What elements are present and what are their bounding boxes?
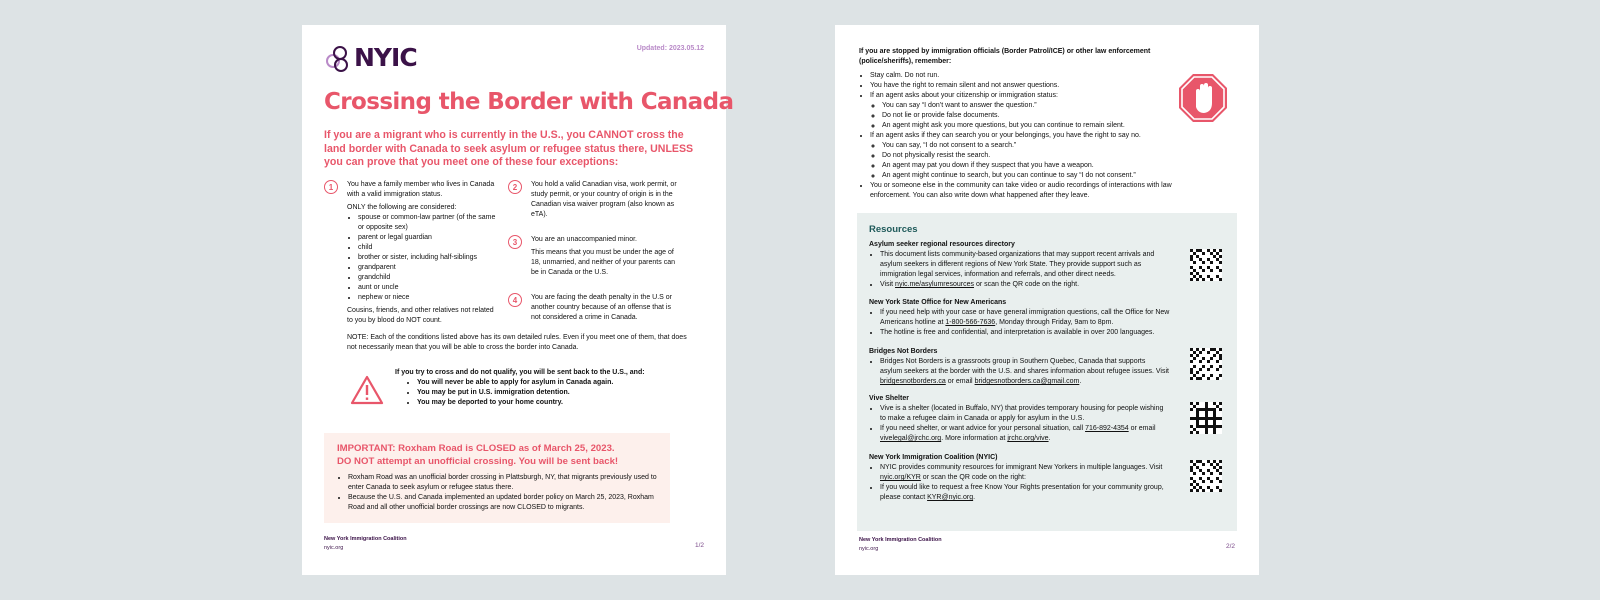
roxham-list bbox=[337, 473, 662, 513]
page-2 bbox=[835, 25, 1259, 575]
exception-number: 2 bbox=[508, 180, 522, 194]
exception-3-content bbox=[531, 235, 681, 278]
text: If you need help with your case or have general immigration questions, call the Office for New Americans hotline at bbox=[880, 309, 1170, 326]
warning-block bbox=[395, 368, 685, 408]
list-item: • child bbox=[358, 243, 497, 253]
vive-phone-link[interactable]: 716-892-4354 bbox=[1085, 425, 1129, 432]
text: or email bbox=[1128, 425, 1156, 432]
resource-list bbox=[869, 250, 1169, 290]
list-item: ◦ Do not lie or provide false documents. bbox=[882, 111, 1189, 121]
rights-list bbox=[859, 71, 1189, 201]
exception-4 bbox=[508, 293, 522, 307]
exception-3 bbox=[508, 235, 522, 249]
qr-code-icon[interactable] bbox=[1190, 348, 1222, 380]
vive-website-link[interactable]: jrchc.org/vive bbox=[1007, 435, 1049, 442]
nyic-logo bbox=[324, 43, 417, 72]
list-item: ◦ You can say, “I do not consent to a search.” bbox=[882, 141, 1189, 151]
exception-detail: This means that you must be under the age of 18, unmarried, and neither of your parents can be in Canada or the U.S. bbox=[531, 249, 675, 276]
list-item bbox=[880, 357, 1169, 387]
resource-list bbox=[869, 463, 1179, 503]
list-item bbox=[880, 424, 1169, 444]
bnb-website-link[interactable]: bridgesnotborders.ca bbox=[880, 378, 946, 385]
text: Visit bbox=[880, 281, 896, 288]
resource-bridges-not-borders bbox=[869, 347, 1169, 387]
important-line-1: IMPORTANT: Roxham Road is CLOSED as of March 25, 2023. bbox=[337, 443, 615, 454]
resource-asylum-directory bbox=[869, 240, 1169, 290]
footer-org: New York Immigration Coalition bbox=[324, 536, 407, 542]
resource-heading: New York Immigration Coalition (NYIC) bbox=[869, 454, 998, 461]
footer-url[interactable]: nyic.org bbox=[324, 545, 344, 551]
important-line-2: DO NOT attempt an unofficial crossing. You will be sent back! bbox=[337, 455, 619, 467]
text: , Monday through Friday, 9am to 8pm. bbox=[995, 319, 1114, 326]
list-item bbox=[870, 131, 1189, 181]
list-item-text: If an agent asks about your citizenship or immigration status: bbox=[870, 92, 1058, 99]
list-item: • parent or legal guardian bbox=[358, 233, 497, 243]
exception-text: You have a family member who lives in Canada with a valid immigration status. bbox=[347, 181, 495, 198]
exception-1 bbox=[324, 180, 338, 194]
exception-number: 4 bbox=[508, 293, 522, 307]
resource-list bbox=[869, 308, 1179, 338]
list-item: • nephew or niece bbox=[358, 293, 497, 303]
nyic-kyr-link[interactable]: nyic.org/KYR bbox=[880, 474, 921, 481]
list-item bbox=[880, 483, 1179, 503]
exception-number: 3 bbox=[508, 235, 522, 249]
list-item bbox=[880, 463, 1179, 483]
list-item: • You may be deported to your home country. bbox=[417, 398, 685, 408]
list-item: • You may be put in U.S. immigration detention. bbox=[417, 388, 685, 398]
text: If you need shelter, or want advice for your personal situation, call bbox=[880, 425, 1086, 432]
asylum-resources-link[interactable]: nyic.me/asylumresources bbox=[895, 281, 975, 288]
text: or scan the QR code on the right. bbox=[974, 281, 1080, 288]
conditions-note: NOTE: Each of the conditions listed above has its own detailed rules. Even if you meet one of them, that does not necessarily mean that you will be able to cross the border into Canada. bbox=[347, 334, 687, 351]
text: . bbox=[1079, 378, 1082, 385]
qr-code-icon[interactable] bbox=[1190, 460, 1222, 492]
exception-2 bbox=[508, 180, 522, 194]
list-item bbox=[880, 308, 1179, 328]
logo-text: NYIC bbox=[354, 43, 417, 72]
resource-list bbox=[869, 357, 1169, 387]
exception-1-content bbox=[347, 180, 497, 326]
bnb-email-link[interactable]: bridgesnotborders.ca@gmail.com bbox=[974, 378, 1080, 385]
nyic-logo-mark-icon bbox=[324, 44, 350, 72]
list-item bbox=[870, 91, 1189, 131]
text: NYIC provides community resources for immigrant New Yorkers in multiple languages. Visit bbox=[880, 464, 1163, 471]
list-item: ◦ Do not physically resist the search. bbox=[882, 151, 1189, 161]
qr-code-icon[interactable] bbox=[1190, 402, 1222, 434]
relatives-note: Cousins, friends, and other relatives not related to you by blood do NOT count. bbox=[347, 307, 494, 324]
resource-list bbox=[869, 404, 1169, 444]
page-1 bbox=[302, 25, 734, 575]
list-item-text: If an agent asks if they can search you or your belongings, you have the right to say no. bbox=[870, 132, 1141, 139]
list-item: • Because the U.S. and Canada implemented an updated border policy on March 25, 2023, Roxham Road and all other unofficial border crossings are now CLOSED to migrants. bbox=[348, 493, 662, 513]
list-item: • grandparent bbox=[358, 263, 497, 273]
text: . More information at bbox=[941, 435, 1008, 442]
relatives-list bbox=[347, 213, 497, 303]
text: or scan the QR code on the right: bbox=[920, 474, 1026, 481]
list-item: • Vive is a shelter (located in Buffalo, NY) that provides temporary housing for people wishing to make a refugee claim in Canada or apply for asylum in the U.S. bbox=[880, 404, 1169, 424]
list-item: ◦ An agent may pat you down if they suspect that you have a weapon. bbox=[882, 161, 1189, 171]
intro-text: If you are a migrant who is currently in the U.S., you CANNOT cross the land border with Canada to seek asylum or refugee status there, UNLESS you can prove that you meet one of these four exceptions: bbox=[324, 129, 694, 168]
warning-triangle-icon bbox=[350, 375, 384, 410]
resource-nyic bbox=[869, 453, 1179, 503]
vive-email-link[interactable]: vivelegal@jrchc.org bbox=[880, 435, 942, 442]
only-considered: ONLY the following are considered: bbox=[347, 204, 457, 211]
list-item: • This document lists community-based organizations that may support recent arrivals and asylum seekers in different regions of New York State. They provide support such as immigration legal services, information and referrals, and other direct needs. bbox=[880, 250, 1169, 280]
resource-heading: New York State Office for New Americans bbox=[869, 299, 1007, 306]
sub-list bbox=[870, 101, 1189, 131]
resource-vive-shelter bbox=[869, 394, 1169, 444]
resources-title: Resources bbox=[869, 224, 918, 235]
footer-url[interactable]: nyic.org bbox=[859, 546, 879, 552]
page-title: Crossing the Border with Canada bbox=[324, 89, 734, 115]
list-item: • brother or sister, including half-siblings bbox=[358, 253, 497, 263]
list-item: • Roxham Road was an unofficial border crossing in Plattsburgh, NY, that migrants previously used to enter Canada to seek asylum or refugee status there. bbox=[348, 473, 662, 493]
text: If you would like to request a free Know Your Rights presentation for your community group, please contact bbox=[880, 484, 1164, 501]
resource-heading: Asylum seeker regional resources directory bbox=[869, 241, 1015, 248]
list-item: • spouse or common-law partner (of the same or opposite sex) bbox=[358, 213, 497, 233]
list-item: • You will never be able to apply for asylum in Canada again. bbox=[417, 378, 685, 388]
list-item: • Stay calm. Do not run. bbox=[870, 71, 1189, 81]
rights-list-block bbox=[859, 71, 1189, 201]
text: Bridges Not Borders is a grassroots group in Southern Quebec, Canada that supports asylum seekers at the border with the U.S. and shares information about refugee issues. Visit bbox=[880, 358, 1169, 375]
updated-date: Updated: 2023.05.12 bbox=[636, 45, 704, 52]
list-item: ◦ An agent might continue to search, but you can continue to say “I do not consent.” bbox=[882, 171, 1189, 181]
list-item: • You or someone else in the community can take video or audio recordings of interactions with law enforcement. You can also write down what happened after they leave. bbox=[870, 181, 1189, 201]
qr-code-icon[interactable] bbox=[1190, 249, 1222, 281]
stopped-heading: If you are stopped by immigration officials (Border Patrol/ICE) or other law enforcement (police/sheriffs), remember: bbox=[859, 48, 1151, 65]
exception-number: 1 bbox=[324, 180, 338, 194]
list-item: • grandchild bbox=[358, 273, 497, 283]
text: . bbox=[1048, 435, 1051, 442]
warning-lead: If you try to cross and do not qualify, you will be sent back to the U.S., and: bbox=[395, 369, 645, 376]
page-number: 1/2 bbox=[694, 542, 704, 549]
exception-text: You hold a valid Canadian visa, work permit, or study permit, or your country of origin is in the Canadian visa waiver program (also known as eTA). bbox=[531, 181, 677, 218]
exception-text: You are facing the death penalty in the U.S or another country because of an offense that is not considered a crime in Canada. bbox=[531, 294, 673, 321]
list-item: ◦ You can say “I don’t want to answer the question.” bbox=[882, 101, 1189, 111]
resource-nys-ona bbox=[869, 298, 1179, 338]
list-item: • You have the right to remain silent and not answer questions. bbox=[870, 81, 1189, 91]
resources-box bbox=[857, 213, 1237, 531]
sub-list bbox=[870, 141, 1189, 181]
list-item: • The hotline is free and confidential, and interpretation is available in over 200 languages. bbox=[880, 328, 1179, 338]
important-box bbox=[324, 433, 670, 523]
list-item: ◦ An agent might ask you more questions, but you can continue to remain silent. bbox=[882, 121, 1189, 131]
ona-hotline-link[interactable]: 1-800-566-7636 bbox=[945, 319, 996, 326]
resource-heading: Bridges Not Borders bbox=[869, 348, 938, 355]
exception-text: You are an unaccompanied minor. bbox=[531, 236, 637, 243]
list-item bbox=[880, 280, 1169, 290]
warning-list bbox=[395, 378, 685, 408]
resource-heading: Vive Shelter bbox=[869, 395, 909, 402]
text: or email bbox=[945, 378, 975, 385]
footer-org: New York Immigration Coalition bbox=[859, 537, 942, 543]
list-item: • aunt or uncle bbox=[358, 283, 497, 293]
text: . bbox=[973, 494, 976, 501]
page-number: 2/2 bbox=[1225, 543, 1235, 550]
kyr-email-link[interactable]: KYR@nyic.org bbox=[927, 494, 974, 501]
